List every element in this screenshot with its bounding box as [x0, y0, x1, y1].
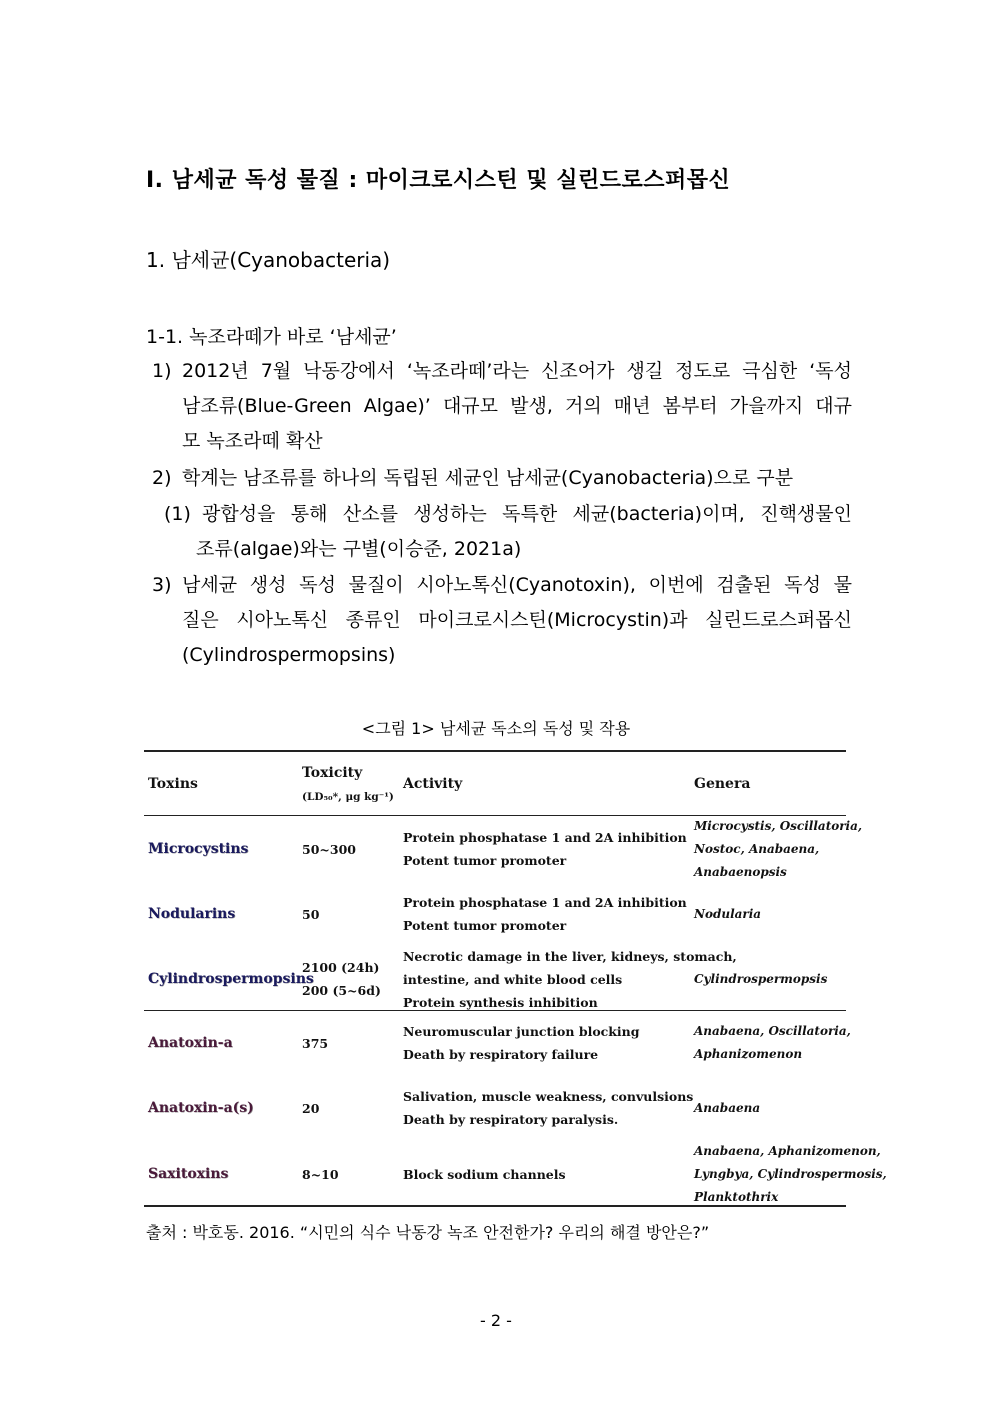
activity-text: Block sodium channels [403, 1166, 566, 1182]
list-item-text: 남조류(Blue-Green Algae)’ 대규모 발생, 거의 매년 봄부터 가을까지 대규 [182, 395, 852, 417]
header-activity: Activity [403, 776, 463, 792]
toxin-name: Nodularins [148, 905, 236, 922]
toxin-name: Cylindrospermopsins [148, 970, 314, 987]
list-item [152, 354, 852, 464]
list-item-text: 광합성을 통해 산소를 생성하는 독특한 세균(bacteria)이며, 진핵생물인 [202, 503, 852, 525]
page-number: - 2 - [480, 1311, 512, 1330]
toxin-name: Microcystins [148, 840, 249, 857]
toxicity-value: 50~300 [302, 841, 356, 857]
activity-text: Protein synthesis inhibition [403, 994, 598, 1010]
list-item-number: (1) [164, 503, 191, 525]
figure-caption: <그림 1> 남세균 독소의 독성 및 작용 [361, 719, 631, 738]
toxicity-value: 8~10 [302, 1166, 339, 1182]
activity-text: Salivation, muscle weakness, convulsions [403, 1089, 694, 1104]
activity-text: Protein phosphatase 1 and 2A inhibition [403, 895, 687, 910]
list-item-number: 1) [152, 360, 172, 382]
genera-text: Cylindrospermopsis [694, 971, 828, 986]
header-toxicity-unit: (LD₅₀*, μg kg⁻¹) [302, 791, 394, 803]
activity-text: Necrotic damage in the liver, kidneys, stomach, [403, 948, 737, 964]
table-rule-top [144, 750, 846, 752]
genera-text: Planktothrix [694, 1189, 779, 1204]
genera-text: Anabaena, Oscillatoria, [694, 1024, 851, 1038]
toxin-name: Saxitoxins [148, 1165, 229, 1182]
list-item-text: 남세균 생성 독성 물질이 시아노톡신(Cyanotoxin), 이번에 검출된 독성 물 [182, 574, 852, 596]
section-title: Ⅰ. 남세균 독성 물질 : 마이크로시스틴 및 실린드로스퍼몹신 [146, 168, 731, 193]
header-genera: Genera [694, 776, 751, 792]
activity-text: Potent tumor promoter [403, 918, 567, 933]
toxin-name: Anatoxin-a [148, 1034, 233, 1051]
toxicity-value: 200 (5~6d) [302, 983, 381, 998]
list-item-number: 2) [152, 467, 172, 489]
list-item [152, 568, 852, 678]
list-item [152, 461, 852, 497]
activity-text: Potent tumor promoter [403, 853, 567, 868]
activity-text: Death by respiratory failure [403, 1047, 599, 1062]
activity-text: Death by respiratory paralysis. [403, 1112, 619, 1127]
genera-text: Microcystis, Oscillatoria, [694, 818, 863, 833]
activity-text: Protein phosphatase 1 and 2A inhibition [403, 830, 687, 845]
toxicity-value: 2100 (24h) [302, 960, 380, 975]
genera-text: Aphanizomenon [694, 1047, 803, 1061]
subsection-heading: 1. 남세균(Cyanobacteria) [146, 248, 391, 272]
toxicity-value: 20 [302, 1100, 320, 1116]
genera-text: Lyngbya, Cylindrospermosis, [694, 1166, 887, 1181]
list-item-text: 모 녹조라떼 확산 [182, 430, 323, 452]
subsubsection-heading: 1-1. 녹조라떼가 바로 ‘남세균’ [146, 326, 397, 348]
activity-text: intestine, and white blood cells [403, 971, 623, 987]
list-item-text: 2012년 7월 낙동강에서 ‘녹조라떼’라는 신조어가 생길 정도로 극심한 ‘독성 [182, 360, 852, 382]
genera-text: Anabaena, Aphanizomenon, [694, 1143, 881, 1158]
toxicity-value: 50 [302, 906, 320, 922]
genera-text: Anabaena [694, 1100, 761, 1115]
genera-text: Nostoc, Anabaena, [694, 841, 820, 856]
toxin-table [144, 750, 887, 1206]
list-item-number: 3) [152, 574, 172, 596]
list-item-text: 질은 시아노톡신 종류인 마이크로시스틴(Microcystin)과 실린드로스퍼몹신 [182, 609, 852, 631]
list-item-text: (Cylindrospermopsins) [182, 644, 396, 666]
list-item [164, 497, 852, 569]
header-toxicity: Toxicity [302, 765, 363, 781]
header-toxins: Toxins [148, 776, 198, 792]
list-item-text: 학계는 남조류를 하나의 독립된 세균인 남세균(Cyanobacteria)으로 구분 [182, 467, 794, 489]
list-item-text: 조류(algae)와는 구별(이승준, 2021a) [196, 538, 522, 560]
activity-text: Neuromuscular junction blocking [403, 1024, 640, 1039]
figure-source: 출처 : 박호동. 2016. “시민의 식수 낙동강 녹조 안전한가? 우리의 해결 방안은?” [146, 1223, 710, 1242]
toxin-name: Anatoxin-a(s) [148, 1099, 254, 1116]
toxicity-value: 375 [302, 1035, 329, 1051]
genera-text: Anabaenopsis [694, 864, 787, 879]
genera-text: Nodularia [694, 906, 762, 921]
